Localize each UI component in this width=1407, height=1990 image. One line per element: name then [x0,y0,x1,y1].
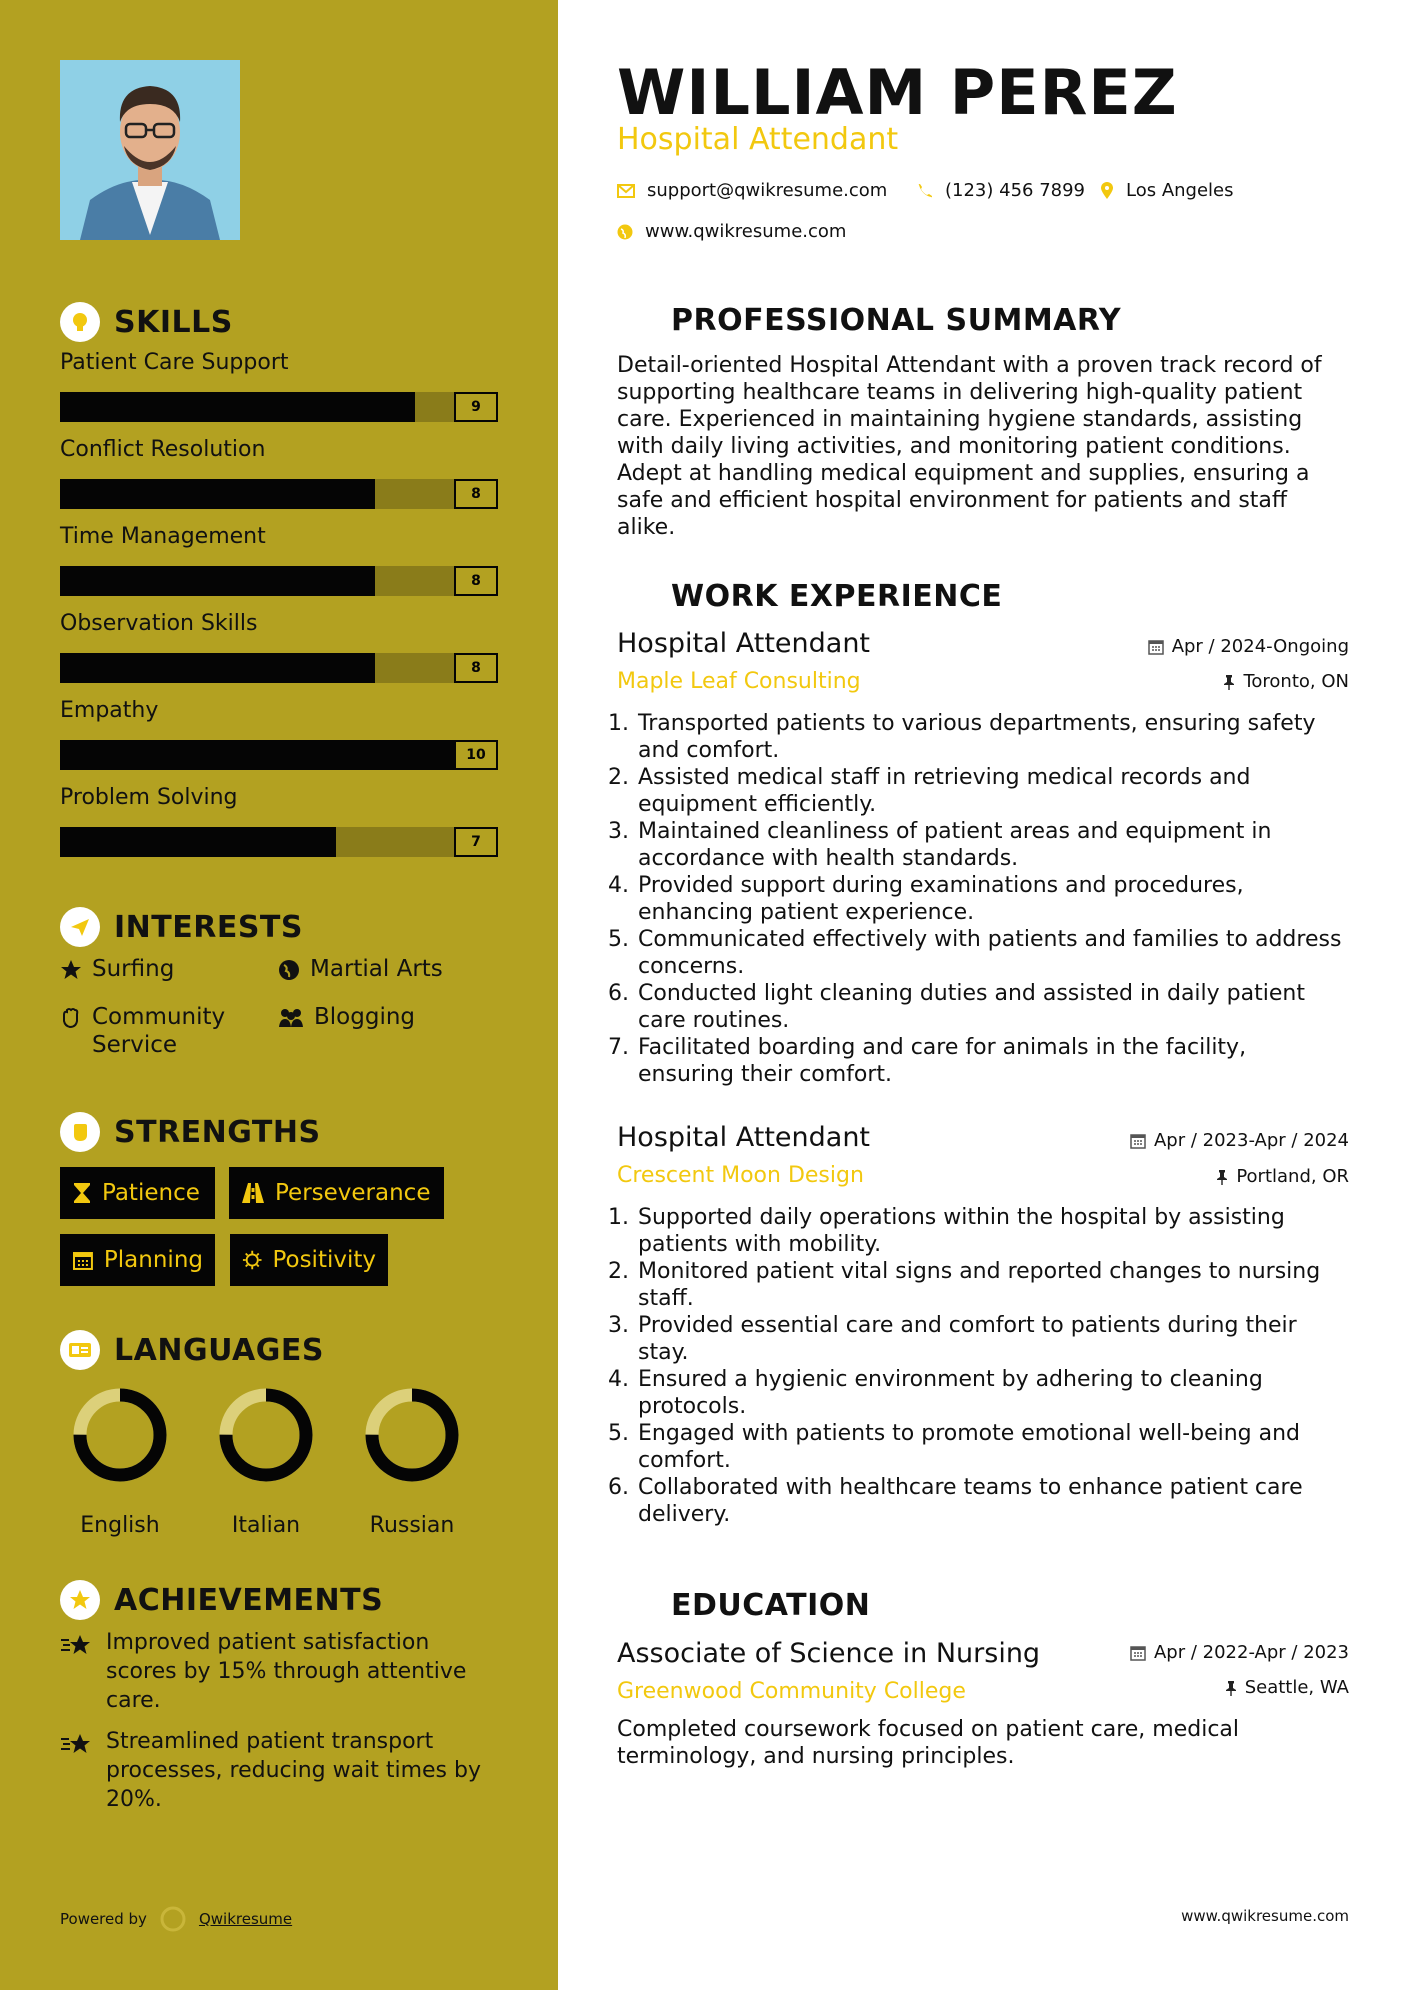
pushpin-icon [1223,674,1235,690]
skill-name: Conflict Resolution [60,437,266,462]
education-description: Completed coursework focused on patient care, medical terminology, and nursing principles. [617,1717,1240,1769]
skill-bar [60,479,498,509]
achievement-item: Improved patient satisfaction scores by 15% through attentive care. [60,1628,500,1715]
duty-item: 5. Communicated effectively with patients and families to address concerns. [636,926,1342,980]
duty-item: 3. Maintained cleanliness of patient areas and equipment in accordance with health standards. [636,818,1342,872]
calendar-icon [72,1249,94,1271]
lightbulb-icon [60,302,100,342]
interest-item: Martial Arts [278,955,443,983]
language-label: Russian [369,1513,455,1538]
summary-text: Detail-oriented Hospital Attendant with a proven track record of supporting healthcare teams in delivering high-quality patient care. Experienced in maintaining hygiene standards, assisting with daily living activities, and monitoring patient conditions. Adept at handling medical equipment and supplies, ensuring a safe and efficient hospital environment for patients and staff alike. [617,353,1322,540]
language-ring [70,1385,170,1485]
strengths-heading: STRENGTHS [60,1112,321,1152]
user-icon [617,300,657,340]
profile-photo [60,60,240,240]
skill-score: 8 [454,479,498,509]
star-icon [60,959,82,981]
pushpin-icon [1225,1680,1237,1696]
skill-name: Problem Solving [60,785,238,810]
education-school: Greenwood Community College [617,1679,966,1704]
job-duties [612,1204,1342,1528]
skill-name: Empathy [60,698,159,723]
interests-heading: INTERESTS [60,907,303,947]
language-ring [216,1385,316,1485]
skill-name: Observation Skills [60,611,258,636]
education-dates: Apr / 2022-Apr / 2023 [1130,1642,1349,1663]
skill-bar [60,740,498,770]
summary-heading: PROFESSIONAL SUMMARY [617,300,1121,340]
calendar-icon [1130,1645,1146,1661]
interest-item: Surfing [60,955,174,983]
phone-icon [917,183,933,199]
skill-item [60,698,498,770]
shooting-star-icon [60,1729,94,1759]
skill-score: 10 [454,740,498,770]
shooting-star-icon [60,1630,94,1660]
duty-item: 2. Assisted medical staff in retrieving medical records and equipment efficiently. [636,764,1342,818]
skill-score: 9 [454,392,498,422]
skill-bar [60,827,498,857]
duty-item: 5. Engaged with patients to promote emotional well-being and comfort. [636,1420,1342,1474]
job-dates: Apr / 2023-Apr / 2024 [1130,1130,1349,1151]
candidate-role: Hospital Attendant [617,122,899,157]
experience-heading: WORK EXPERIENCE [617,576,1002,616]
skill-bar-fill [60,479,375,509]
language-label: English [80,1513,160,1538]
envelope-icon [617,184,635,198]
calendar-icon [1130,1133,1146,1149]
job-location: Portland, OR [1216,1166,1349,1187]
star-badge-icon [60,1580,100,1620]
language-item [60,1385,180,1538]
duty-item: 2. Monitored patient vital signs and reported changes to nursing staff. [636,1258,1342,1312]
duty-item: 6. Collaborated with healthcare teams to enhance patient care delivery. [636,1474,1342,1528]
duty-item: 4. Ensured a hygienic environment by adhering to cleaning protocols. [636,1366,1342,1420]
interest-item: Blogging [278,1003,415,1031]
chair-icon [617,576,657,616]
skill-name: Time Management [60,524,266,549]
duty-item: 4. Provided support during examinations and procedures, enhancing patient experience. [636,872,1342,926]
duty-item: 1. Supported daily operations within the hospital by assisting patients with mobility. [636,1204,1342,1258]
education-degree: Associate of Science in Nursing [617,1638,1041,1669]
interest-item: Community Service [60,1003,260,1059]
languages-heading: LANGUAGES [60,1330,324,1370]
skill-item [60,350,498,422]
language-ring [362,1385,462,1485]
language-item [206,1385,326,1538]
job-title: Hospital Attendant [617,1122,871,1153]
skill-item [60,785,498,857]
strength-tag: Planning [60,1234,215,1286]
duty-item: 6. Conducted light cleaning duties and assisted in daily patient care routines. [636,980,1342,1034]
sidebar [0,0,558,1990]
skill-bar [60,392,498,422]
users-icon [278,1007,304,1029]
qwikresume-link[interactable]: Qwikresume [198,1910,293,1928]
skill-bar-fill [60,653,375,683]
contact-website: www.qwikresume.com [617,221,846,242]
strength-tag: Perseverance [229,1167,444,1219]
calendar-icon [1148,639,1164,655]
skill-item [60,611,498,683]
footer-website[interactable]: www.qwikresume.com [1181,1907,1349,1925]
skill-bar [60,566,498,596]
contact-email: support@qwikresume.com [617,180,887,201]
skill-name: Patient Care Support [60,350,289,375]
job-duties [612,710,1342,1088]
achievements-heading: ACHIEVEMENTS [60,1580,383,1620]
job-dates: Apr / 2024-Ongoing [1148,636,1349,657]
contact-location: Los Angeles [1100,180,1234,201]
hourglass-icon [72,1182,92,1204]
education-heading: EDUCATION [617,1585,870,1625]
contact-phone: (123) 456 7899 [917,180,1085,201]
qwikresume-logo-icon [159,1905,187,1933]
job-title: Hospital Attendant [617,628,871,659]
candidate-name: WILLIAM PEREZ [617,56,1178,129]
strength-tag: Patience [60,1167,215,1219]
map-pin-icon [1100,182,1114,200]
language-label: Italian [231,1513,301,1538]
skill-bar-fill [60,392,415,422]
globe-icon [617,224,633,240]
graduate-icon [617,1585,657,1625]
skill-bar-fill [60,827,336,857]
skill-score: 7 [454,827,498,857]
skills-heading: SKILLS [60,302,233,342]
job-company: Crescent Moon Design [617,1163,864,1188]
duty-item: 3. Provided essential care and comfort to patients during their stay. [636,1312,1342,1366]
skill-bar-fill [60,566,375,596]
fist-icon [60,1112,100,1152]
globe-icon [278,959,300,981]
hand-icon [60,1007,82,1029]
skill-bar-fill [60,740,454,770]
duty-item: 1. Transported patients to various departments, ensuring safety and comfort. [636,710,1342,764]
skill-score: 8 [454,653,498,683]
road-icon [241,1182,265,1204]
sun-icon [242,1249,262,1271]
language-item [352,1385,472,1538]
paper-plane-icon [60,907,100,947]
skill-bar [60,653,498,683]
job-company: Maple Leaf Consulting [617,669,861,694]
skill-score: 8 [454,566,498,596]
skill-item [60,437,498,509]
pushpin-icon [1216,1169,1228,1185]
achievement-item: Streamlined patient transport processes, reducing wait times by 20%. [60,1727,500,1814]
skill-item [60,524,498,596]
education-location: Seattle, WA [1225,1677,1349,1698]
strength-tag: Positivity [230,1234,388,1286]
language-card-icon [60,1330,100,1370]
powered-by: Powered by Qwikresume [60,1905,292,1933]
job-location: Toronto, ON [1223,671,1349,692]
duty-item: 7. Facilitated boarding and care for animals in the facility, ensuring their comfort. [636,1034,1342,1088]
